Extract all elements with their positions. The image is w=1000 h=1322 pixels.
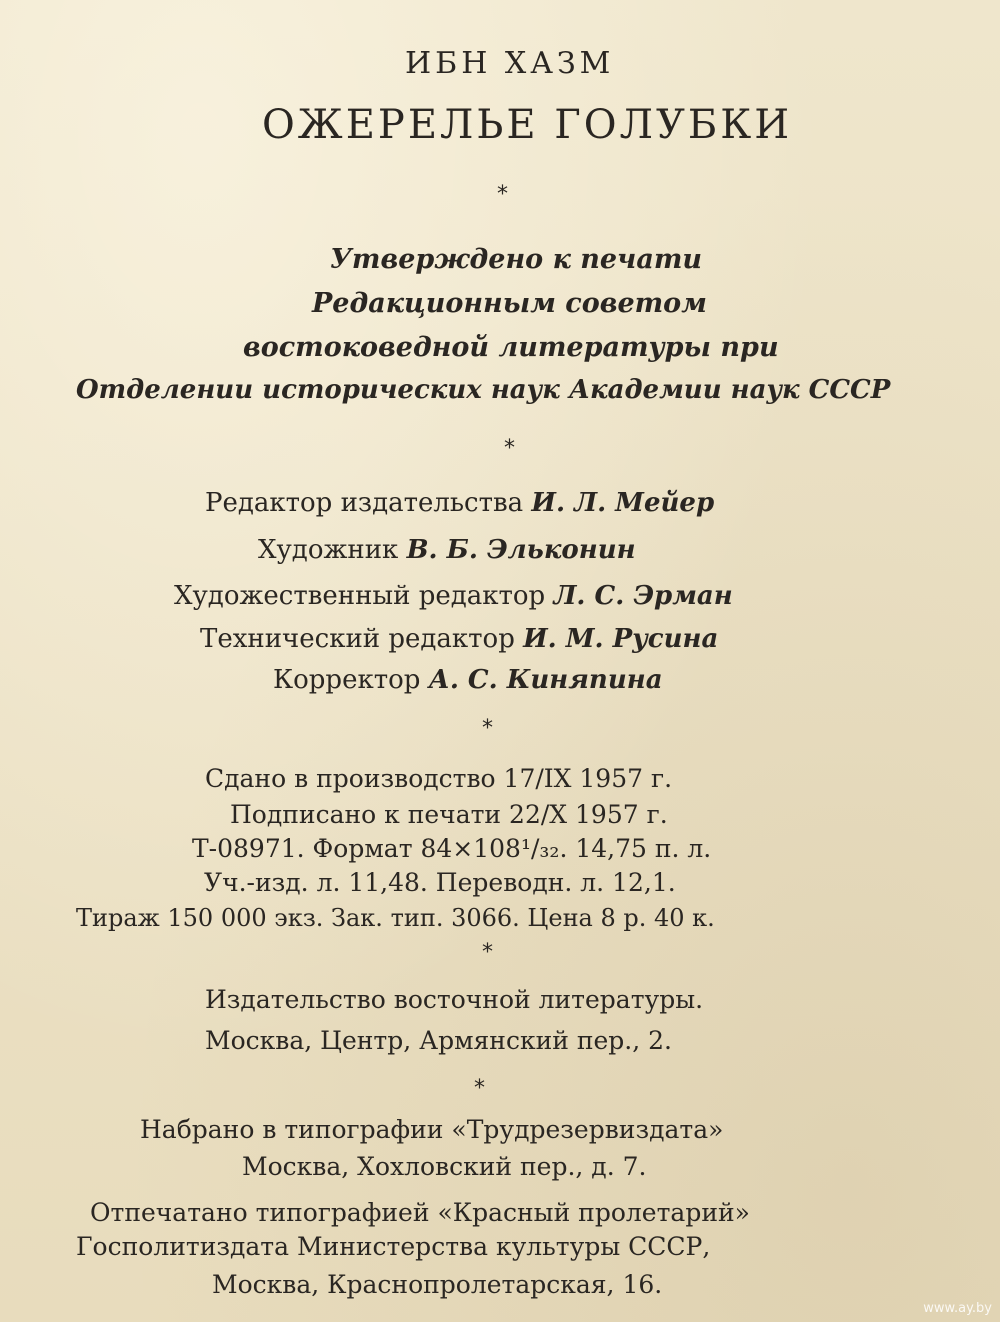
printing-line-5: Москва, Краснопролетарская, 16.	[212, 1270, 663, 1299]
printing-line-1: Набрано в типографии «Трудрезервиздата»	[140, 1115, 724, 1144]
production-line-4: Уч.-изд. л. 11,48. Переводн. л. 12,1.	[204, 868, 676, 897]
printing-line-4: Госполитиздата Министерства культуры СССР,	[76, 1232, 711, 1261]
approval-line-1: Утверждено к печати	[330, 244, 703, 275]
credit-role: Редактор издательства	[205, 488, 524, 518]
printing-line-3: Отпечатано типографией «Красный пролетарий»	[90, 1198, 750, 1227]
credit-name: И. М. Русина	[523, 624, 719, 654]
credit-art-editor	[174, 581, 733, 611]
production-line-2: Подписано к печати 22/X 1957 г.	[230, 800, 668, 829]
publisher-line-1: Издательство восточной литературы.	[205, 985, 704, 1014]
credit-name: Л. С. Эрман	[553, 581, 733, 611]
credit-role: Художественный редактор	[174, 581, 546, 611]
credit-name: И. Л. Мейер	[531, 488, 715, 518]
book-title: ОЖЕРЕЛЬЕ ГОЛУБКИ	[262, 102, 793, 148]
credit-name: А. С. Киняпина	[428, 665, 663, 695]
credit-tech-editor	[200, 624, 718, 654]
credit-role: Художник	[258, 535, 399, 565]
approval-line-3: востоковедной литературы при	[243, 332, 779, 363]
production-line-3: Т-08971. Формат 84×108¹/₃₂. 14,75 п. л.	[192, 834, 712, 863]
credit-artist	[258, 535, 636, 565]
credit-editor	[205, 488, 714, 518]
production-line-5: Тираж 150 000 экз. Зак. тип. 3066. Цена 8 р. 40 к.	[76, 904, 715, 932]
approval-line-4: Отделении исторических наук Академии наук СССР	[76, 375, 891, 405]
separator-asterisk: *	[482, 940, 493, 965]
approval-line-2: Редакционным советом	[312, 288, 707, 319]
separator-asterisk: *	[504, 436, 515, 461]
credit-name: В. Б. Эльконин	[406, 535, 636, 565]
separator-asterisk: *	[474, 1076, 485, 1101]
separator-asterisk: *	[482, 716, 493, 741]
credit-role: Корректор	[273, 665, 421, 695]
production-line-1: Сдано в производство 17/IX 1957 г.	[205, 764, 673, 793]
printing-line-2: Москва, Хохловский пер., д. 7.	[242, 1152, 647, 1181]
book-author: ИБН ХАЗМ	[405, 46, 615, 81]
publisher-line-2: Москва, Центр, Армянский пер., 2.	[205, 1026, 673, 1055]
credit-role: Технический редактор	[200, 624, 515, 654]
separator-asterisk: *	[497, 182, 508, 207]
credit-proofreader	[273, 665, 663, 695]
site-watermark: www.ay.by	[923, 1301, 992, 1316]
